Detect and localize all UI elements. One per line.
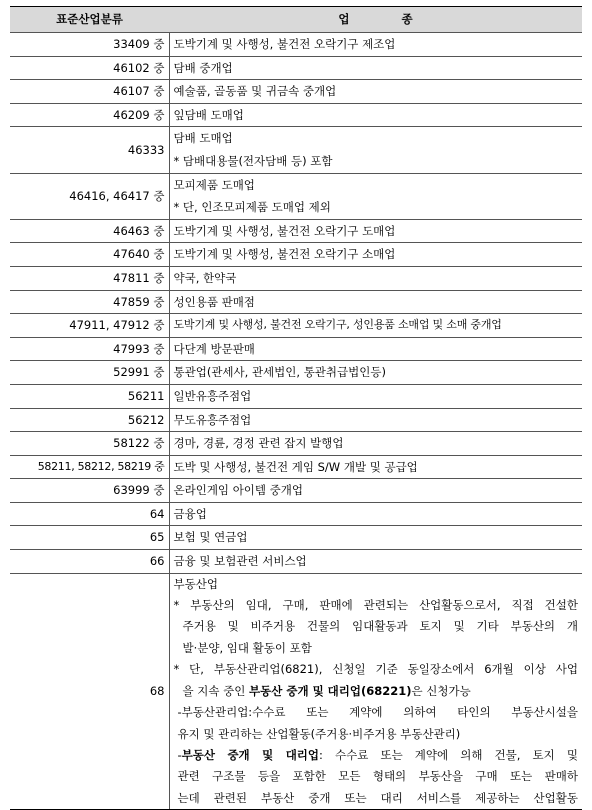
row-code: 47859 중 <box>10 290 169 314</box>
table-row <box>10 479 582 503</box>
real-estate-dash2-line2: 관련 구조물 등을 포함한 모든 형태의 부동산을 구매 또는 판매하 <box>177 769 578 784</box>
table-row-real-estate <box>10 573 582 809</box>
real-estate-dash2-bold: 부동산 중개 및 대리업 <box>181 747 320 762</box>
table-header-row <box>10 7 582 33</box>
real-estate-note2-line1: * 단, 부동산관리업(6821), 신청일 기준 동일장소에서 6개월 이상 사업 <box>173 662 578 677</box>
row-desc: 온라인게임 아이템 중개업 <box>169 479 582 503</box>
row-code: 56211 <box>10 384 169 408</box>
real-estate-dash2-line3: 는데 관련된 부동산 중개 또는 대리 서비스를 제공하는 산업활동 <box>177 790 578 805</box>
row-desc: 무도유흥주점업 <box>169 408 582 432</box>
row-desc: 일반유흥주점업 <box>169 384 582 408</box>
row-code: 47911, 47912 중 <box>10 314 169 338</box>
table-row <box>10 337 582 361</box>
row-desc: 통관업(관세사, 관세법인, 통관취급법인등) <box>169 361 582 385</box>
table-row <box>10 266 582 290</box>
row-desc: 경마, 경륜, 경정 관련 잡지 발행업 <box>169 432 582 456</box>
table-row <box>10 243 582 267</box>
table-row <box>10 408 582 432</box>
row-code: 58122 중 <box>10 432 169 456</box>
row-code: 47640 중 <box>10 243 169 267</box>
real-estate-title: 부동산업 <box>173 576 218 591</box>
table-row <box>10 432 582 456</box>
row-code: 46107 중 <box>10 80 169 104</box>
table-row <box>10 314 582 338</box>
row-code: 47993 중 <box>10 337 169 361</box>
header-code: 표준산업분류 <box>10 7 169 33</box>
row-code: 46416, 46417 중 <box>10 173 169 219</box>
real-estate-dash1-line1: -부동산관리업:수수료 또는 계약에 의하여 타인의 부동산시설을 <box>177 705 578 720</box>
row-code: 46463 중 <box>10 219 169 243</box>
row-code: 66 <box>10 550 169 574</box>
real-estate-dash2-line1a: - <box>177 747 182 762</box>
row-note: * 담배대용물(전자담배 등) 포함 <box>173 153 333 168</box>
table-row <box>10 219 582 243</box>
row-desc: 모피제품 도매업 <box>173 177 255 192</box>
row-code: 63999 중 <box>10 479 169 503</box>
row-code: 58211, 58212, 58219 중 <box>10 455 169 479</box>
row-code: 46102 중 <box>10 56 169 80</box>
row-desc: 도박기계 및 사행성, 불건전 오락기구 소매업 <box>169 243 582 267</box>
row-code: 56212 <box>10 408 169 432</box>
row-code: 52991 중 <box>10 361 169 385</box>
row-code: 68 <box>10 573 169 809</box>
real-estate-note2-bold: 부동산 중개 및 대리업(68221) <box>249 683 412 698</box>
row-code: 46209 중 <box>10 103 169 127</box>
row-desc: 금융 및 보험관련 서비스업 <box>169 550 582 574</box>
real-estate-note1-line3: 발·분양, 임대 활동이 포함 <box>182 640 312 655</box>
row-desc: 금융업 <box>169 502 582 526</box>
real-estate-dash2-line1c: : 수수료 또는 계약에 의해 건물, 토지 및 <box>319 747 578 762</box>
row-code: 47811 중 <box>10 266 169 290</box>
row-code: 46333 <box>10 127 169 173</box>
industry-classification-table <box>10 6 582 810</box>
table-row <box>10 550 582 574</box>
table-row <box>10 173 582 219</box>
table-row <box>10 56 582 80</box>
row-code: 33409 중 <box>10 33 169 57</box>
row-desc: 도박 및 사행성, 불건전 게임 S/W 개발 및 공급업 <box>169 455 582 479</box>
table-row <box>10 526 582 550</box>
header-desc: 업 종 <box>169 7 582 33</box>
row-code: 64 <box>10 502 169 526</box>
table-row <box>10 103 582 127</box>
row-desc: 도박기계 및 사행성, 불건전 오락기구, 성인용품 소매업 및 소매 중개업 <box>169 314 582 338</box>
row-desc: 다단계 방문판매 <box>169 337 582 361</box>
row-desc: 보험 및 연금업 <box>169 526 582 550</box>
table-row <box>10 361 582 385</box>
row-desc: 잎담배 도매업 <box>169 103 582 127</box>
table-row <box>10 455 582 479</box>
table-row <box>10 33 582 57</box>
row-code: 65 <box>10 526 169 550</box>
table-row <box>10 290 582 314</box>
table-row <box>10 384 582 408</box>
real-estate-note2-line2c: 은 신청가능 <box>411 683 471 698</box>
row-desc: 성인용품 판매점 <box>169 290 582 314</box>
row-desc: 도박기계 및 사행성, 불건전 오락기구 도매업 <box>169 219 582 243</box>
row-desc: 담배 중개업 <box>169 56 582 80</box>
row-desc: 예술품, 골동품 및 귀금속 중개업 <box>169 80 582 104</box>
real-estate-note2-line2a: 을 지속 중인 <box>182 683 250 698</box>
table-row <box>10 502 582 526</box>
row-note: * 단, 인조모피제품 도매업 제외 <box>173 200 331 215</box>
table-row <box>10 80 582 104</box>
row-desc: 도박기계 및 사행성, 불건전 오락기구 제조업 <box>169 33 582 57</box>
row-desc: 담배 도매업 <box>173 131 233 146</box>
real-estate-note1-line1: * 부동산의 임대, 구매, 판매에 관련되는 산업활동으로서, 직접 건설한 <box>173 598 578 613</box>
real-estate-note1-line2: 주거용 및 비주거용 건물의 임대활동과 토지 및 기타 부동산의 개 <box>182 619 578 634</box>
table-row <box>10 127 582 173</box>
real-estate-dash1-line2: 유지 및 관리하는 산업활동(주거용·비주거용 부동산관리) <box>177 726 461 741</box>
row-desc: 약국, 한약국 <box>169 266 582 290</box>
